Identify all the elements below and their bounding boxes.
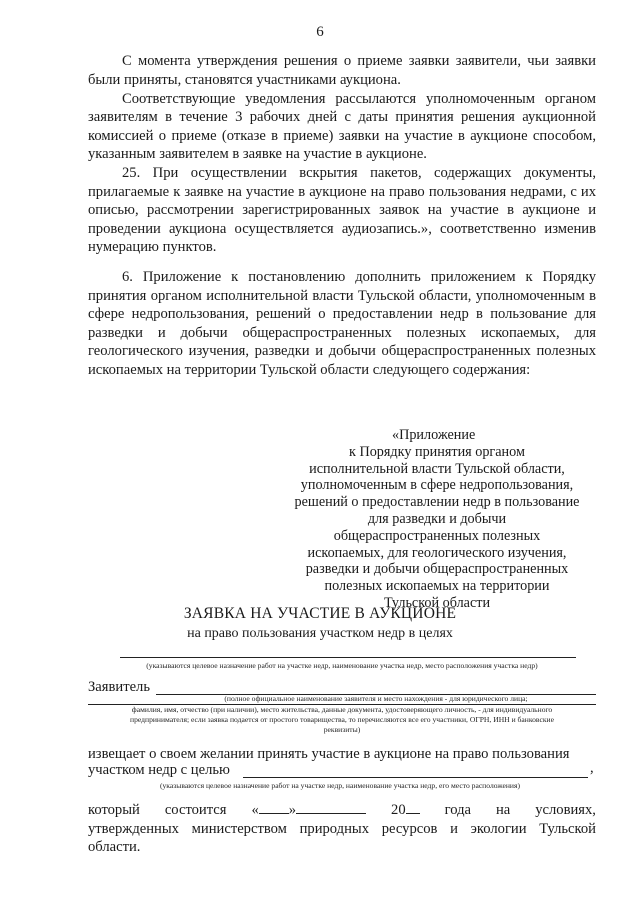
paragraph-notifications (88, 90, 596, 164)
word: на (495, 802, 511, 818)
applicant-label: Заявитель (88, 679, 150, 695)
word: состоится (164, 802, 227, 818)
appendix-line: для разведки и добычи (367, 510, 507, 527)
comma: , (590, 760, 594, 776)
year-prefix: 20 (391, 802, 406, 818)
auction-date-row (88, 799, 596, 820)
date-day-field (251, 799, 366, 820)
purpose-caption-2: (указываются целевое назначение работ на участке недр, наименование участка недр, его место расположения) (159, 781, 521, 790)
declaration-text: извещает о своем желании принять участие в аукционе на право пользования (88, 746, 570, 762)
paragraph-acceptance (88, 52, 596, 89)
quote-open: « (251, 802, 259, 818)
applicant-caption-1: (полное официальное наименование заявителя и место нахождения - для юридического лица; (224, 694, 528, 703)
appendix-line: Тульской области (383, 594, 491, 611)
month-blank (296, 799, 366, 814)
applicant-caption-3: предпринимателя; если заявка подается от простого товарищества, то перечисляются все его участники, ОГРН, ИНН и банковские (130, 715, 554, 724)
paragraph-text: С момента утверждения решения о приеме заявки заявители, чьи заявки были приняты, становятся участниками аукциона. (88, 53, 596, 88)
form-title: ЗАЯВКА НА УЧАСТИЕ В АУКЦИОНЕ (183, 605, 457, 622)
appendix-line: разведки и добычи общераспространенных (305, 561, 569, 578)
quote-close: » (288, 802, 297, 818)
appendix-line: общераспространенных полезных (333, 527, 541, 544)
auction-date-text (88, 799, 596, 857)
appendix-header (284, 427, 590, 612)
paragraph-text: 6. Приложение к постановлению дополнить приложением к Порядку принятия органом исполнительной власти Тульской области, уполномоченным в сфере недропользования, решений о предоставлении недр в пользование для разведки и добычи общераспространенных полезных ископаемых, для геологического изучения, разведки и добычи общераспространенных полезных ископаемых на территории Тульской области следующего содержания: (88, 269, 596, 378)
paragraph-item-6 (88, 268, 596, 380)
appendix-line: решений о предоставлении недр в пользование (294, 494, 580, 511)
appendix-head: «Приложение (392, 427, 476, 443)
date-year-field (391, 799, 420, 820)
page-number: 6 (316, 24, 324, 40)
paragraph-item-25 (88, 164, 596, 257)
day-blank (259, 799, 289, 814)
applicant-caption-2: фамилия, имя, отчество (при наличии), место жительства, данные документа, удостоверяющего личность, - для индивидуального (131, 705, 553, 714)
auction-conditions-text: утвержденных министерством природных ресурсов и экологии Тульской области. (88, 820, 596, 856)
purpose-fill-line (120, 657, 576, 658)
applicant-caption-4: реквизиты) (323, 725, 361, 734)
word: который (88, 802, 140, 818)
purpose-caption: (указываются целевое назначение работ на участке недр, наименование участка недр, место расположения участка недр) (146, 661, 538, 670)
appendix-line: ископаемых, для геологического изучения, (307, 544, 567, 561)
paragraph-text: 25. При осуществлении вскрытия пакетов, содержащих документы, прилагаемые к заявке на участие в аукционе на право пользования недрами, с их описью, рассмотрении зарегистрированных заявок на участие в аукционе и проведении аукциона осуществляется аудиозапись.», соответственно изменив нумерацию пунктов. (88, 165, 596, 256)
form-subtitle: на право пользования участком недр в целях (187, 626, 453, 641)
year-blank (406, 799, 420, 814)
appendix-line: исполнительной власти Тульской области, (309, 460, 565, 477)
appendix-line: полезных ископаемых на территории (324, 578, 550, 595)
word: года (444, 802, 471, 818)
paragraph-text: Соответствующие уведомления рассылаются уполномоченным органом заявителям в течение 3 рабочих дней с даты принятия решения аукционной комиссией о приеме (отказе в приеме) заявки на участие в аукционе способом, указанным заявителем в заявке на участие в аукционе. (88, 90, 596, 163)
appendix-line: к Порядку принятия органом (349, 443, 525, 460)
word: условиях, (535, 802, 596, 818)
purpose-label: участком недр с целью (88, 762, 230, 778)
purpose-fill-line-2 (243, 777, 588, 778)
appendix-line: уполномоченным в сфере недропользования, (300, 477, 574, 494)
